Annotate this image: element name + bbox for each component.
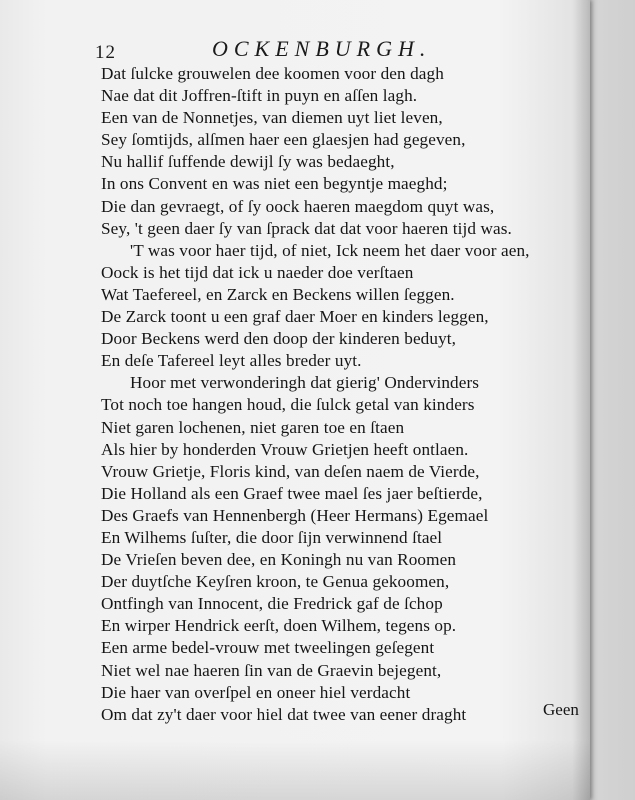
verse-line: De Zarck toont u een graf daer Moer en kinders leggen, — [101, 307, 489, 327]
verse-line: Die haer van overſpel en oneer hiel verdacht — [101, 682, 411, 702]
verse-line: Des Graefs van Hennenbergh (Heer Hermans) Egemael — [101, 505, 489, 525]
catchword: Geen — [543, 700, 579, 719]
verse-line: Die dan gevraegt, of ſy oock haeren maegdom quyt was, — [101, 196, 495, 216]
verse-line: Ontfingh van Innocent, die Fredrick gaf de ſchop — [101, 594, 443, 614]
verse-line: De Vrieſen beven dee, en Koningh nu van Roomen — [101, 550, 457, 570]
verse-line: Die Holland als een Graef twee mael ſes jaer beſtierde, — [101, 483, 483, 503]
verse-line: Nae dat dit Joffren-ſtift in puyn en aſſen lagh. — [101, 86, 418, 106]
verse-line: Vrouw Grietje, Floris kind, van deſen naem de Vierde, — [101, 461, 480, 481]
verse-line: Een arme bedel-vrouw met tweelingen geſegent — [101, 638, 435, 658]
verse-line: Een van de Nonnetjes, van diemen uyt liet leven, — [101, 108, 443, 128]
verse-line: Der duytſche Keyſren kroon, te Genua gekoomen, — [101, 572, 450, 592]
verse-line: Sey, 't geen daer ſy van ſprack dat dat voor haeren tijd was. — [101, 218, 512, 238]
verse-block — [101, 63, 581, 726]
verse-line: Wat Taefereel, en Zarck en Beckens willen ſeggen. — [101, 284, 455, 304]
verse-line: En deſe Tafereel leyt alles breder uyt. — [101, 351, 362, 371]
facing-page-edge — [583, 0, 635, 800]
verse-line: En wirper Hendrick eerſt, doen Wilhem, tegens op. — [101, 616, 457, 636]
verse-line: Als hier by honderden Vrouw Grietjen heeft ontlaen. — [101, 439, 469, 459]
page-shadow — [0, 740, 590, 800]
verse-line: Tot noch toe hangen houd, die ſulck getal van kinders — [101, 395, 475, 415]
verse-line: Nu hallif ſuffende dewijl ſy was bedaeght, — [101, 152, 395, 172]
verse-line: Sey ſomtijds, alſmen haer een glaesjen had gegeven, — [101, 130, 466, 150]
verse-line: Om dat zy't daer voor hiel dat twee van eener draght — [101, 704, 467, 724]
page-number: 12 — [95, 42, 116, 63]
verse-line: Niet wel nae haeren ſin van de Graevin bejegent, — [101, 660, 442, 680]
verse-line: Door Beckens werd den doop der kinderen beduyt, — [101, 329, 457, 349]
verse-line: Oock is het tijd dat ick u naeder doe verſtaen — [101, 262, 414, 282]
verse-line: 'T was voor haer tijd, of niet, Ick neem het daer voor aen, — [130, 240, 530, 260]
verse-line: Hoor met verwonderingh dat gierig' Ondervinders — [130, 373, 480, 393]
running-head-title: OCKENBURGH. — [212, 36, 432, 61]
verse-line: In ons Convent en was niet een begyntje maeghd; — [101, 174, 448, 194]
verse-line: Niet garen lochenen, niet garen toe en ſtaen — [101, 417, 405, 437]
verse-line: Dat ſulcke grouwelen dee koomen voor den dagh — [101, 64, 444, 83]
verse-line: En Wilhems ſuſter, die door ſijn verwinnend ſtael — [101, 527, 443, 547]
